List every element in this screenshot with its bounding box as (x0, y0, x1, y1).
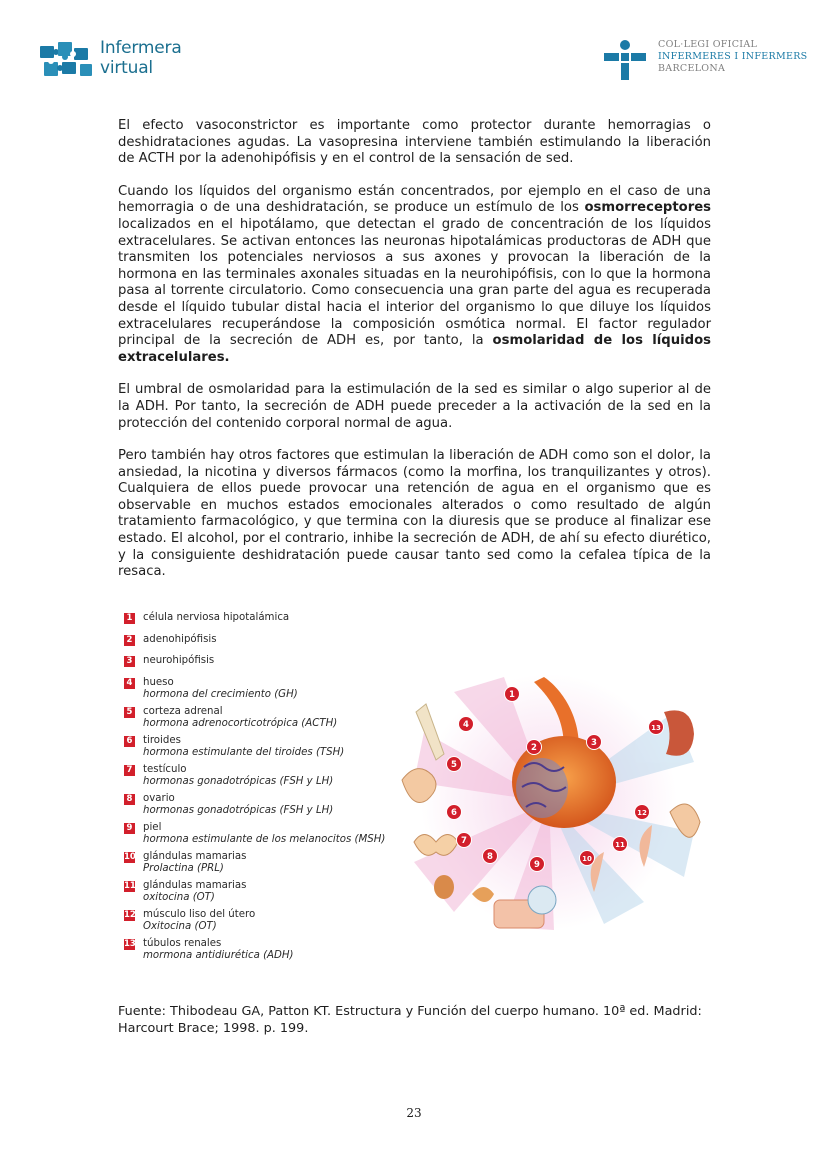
coib-line-1: COL·LEGI OFICIAL (658, 39, 758, 50)
figure-legend (124, 612, 394, 967)
legend-organ: túbulos renales (143, 937, 222, 949)
legend-text (143, 634, 217, 647)
cross-logo-icon (602, 39, 648, 81)
legend-number-badge: 11 (124, 880, 136, 891)
anterior-lobe (516, 758, 568, 818)
paragraph-3: El umbral de osmolaridad para la estimulación de la sed es similar o algo superior al de la ADH. Por tanto, la secreción de ADH puede preceder a la activación de la sed en la protección del contenido corporal normal de agua. (118, 382, 711, 431)
legend-hormone: Oxitocina (OT) (143, 921, 217, 932)
legend-number-badge: 8 (124, 794, 135, 805)
legend-hormone: hormona adrenocorticotrópica (ACTH) (143, 718, 338, 729)
legend-organ: tiroides (143, 734, 181, 746)
paragraph-2 (118, 184, 711, 367)
legend-organ: glándulas mamarias (143, 879, 247, 891)
legend-text (143, 677, 298, 702)
legend-item (124, 938, 394, 963)
legend-number-badge: 2 (124, 635, 135, 646)
legend-number-badge: 13 (124, 938, 136, 949)
legend-item (124, 764, 394, 789)
legend-hormone: hormona estimulante del tiroides (TSH) (143, 747, 345, 758)
legend-text (143, 612, 289, 625)
legend-item (124, 793, 394, 818)
marker-label: 13 (651, 724, 661, 732)
marker-label: 11 (615, 841, 625, 849)
legend-item (124, 735, 394, 760)
logo-line-2: virtual (100, 58, 153, 78)
paragraph-4: Pero también hay otros factores que estimulan la liberación de ADH como son el dolor, la ansiedad, la nicotina y diversos fármacos (como la morfina, los tranquilizantes y otros). Cualquiera de ellos puede provocar una retención de agua en el organismo que es observable en muchos estados emocionales alterados o como resultado de algún tratamiento farmacológico, y que termina con la diuresis que se produce al finalizar ese estado. El alcohol, por el contrario, inhibe la secreción de ADH, de ahí su efecto diurético, y la consiguiente deshidratación puede causar tanto sed como la cefalea típica de la resaca. (118, 448, 711, 580)
legend-hormone: hormona estimulante de los melanocitos (MSH) (143, 834, 386, 845)
paragraph-1: El efecto vasoconstrictor es importante como protector durante hemorragias o deshidrataciones agudas. La vasopresina interviene también estimulando la liberación de ACTH por la adenohipófisis y en el control de la sensación de sed. (118, 118, 711, 167)
legend-item (124, 822, 394, 847)
legend-organ: célula nerviosa hipotalámica (143, 612, 290, 623)
legend-organ: neurohipófisis (143, 655, 215, 666)
legend-item (124, 655, 394, 668)
legend-text (143, 851, 246, 876)
page-header (0, 0, 828, 100)
testis-shape (434, 875, 454, 899)
pituitary-illustration (394, 672, 704, 932)
legend-text (143, 880, 246, 905)
p2-bold-osmolarity: osmolaridad de los líquidos extracelulares. (118, 333, 712, 365)
legend-text (143, 706, 337, 731)
legend-number-badge: 7 (124, 765, 135, 776)
legend-number-badge: 12 (124, 909, 136, 920)
legend-organ: corteza adrenal (143, 705, 223, 717)
marker-label: 12 (637, 809, 647, 817)
legend-organ: testículo (143, 763, 187, 775)
legend-organ: piel (143, 821, 162, 833)
legend-number-badge: 5 (124, 707, 135, 718)
legend-item (124, 677, 394, 702)
p2-text-a: Cuando los líquidos del organismo están concentrados, por ejemplo en el caso de una hemorragia o de una deshidratación, se produce un estímulo de los (118, 183, 711, 216)
legend-number-badge: 6 (124, 736, 135, 747)
puzzle-logo-icon (38, 40, 96, 80)
legend-organ: músculo liso del útero (143, 908, 256, 920)
legend-organ: ovario (143, 792, 175, 804)
legend-item (124, 706, 394, 731)
hormone-figure (118, 612, 718, 992)
p2-bold-osmoreceptors: osmorreceptores (584, 200, 711, 216)
legend-item (124, 612, 394, 625)
marker-label: 1 (509, 690, 515, 700)
legend-number-badge: 4 (124, 678, 135, 689)
legend-organ: adenohipófisis (143, 633, 217, 645)
coib-logo[interactable] (602, 38, 808, 82)
legend-organ: glándulas mamarias (143, 850, 247, 862)
legend-item (124, 634, 394, 647)
legend-number-badge: 3 (124, 656, 135, 667)
legend-hormone: hormonas gonadotrópicas (FSH y LH) (143, 805, 334, 816)
legend-hormone: mormona antidiurética (ADH) (143, 950, 294, 961)
legend-item (124, 880, 394, 905)
page-number: 23 (406, 1106, 422, 1120)
legend-text (143, 764, 333, 789)
legend-hormone: hormonas gonadotrópicas (FSH y LH) (143, 776, 334, 787)
marker-label: 4 (463, 720, 469, 730)
legend-text (143, 793, 333, 818)
mother-figure (528, 886, 556, 914)
legend-text (143, 938, 294, 963)
marker-label: 6 (451, 808, 457, 818)
legend-hormone: hormona del crecimiento (GH) (143, 689, 298, 700)
legend-text (143, 735, 344, 760)
legend-number-badge: 9 (124, 823, 135, 834)
marker-label: 7 (461, 836, 467, 846)
legend-hormone: oxitocina (OT) (143, 892, 215, 903)
source-citation: Fuente: Thibodeau GA, Patton KT. Estructura y Función del cuerpo humano. 10ª ed. Madrid: Harcourt Brace; 1998. p. 199. (118, 1004, 702, 1036)
coib-line-3: BARCELONA (658, 63, 726, 74)
legend-text (143, 822, 385, 847)
infermera-virtual-logo[interactable] (38, 38, 198, 84)
legend-text (143, 909, 255, 934)
marker-label: 3 (591, 738, 597, 748)
legend-hormone: Prolactina (PRL) (143, 863, 224, 874)
body-text (118, 118, 711, 597)
legend-number-badge: 10 (124, 851, 136, 862)
marker-label: 5 (451, 760, 457, 770)
legend-item (124, 851, 394, 876)
p2-text-c: localizados en el hipotálamo, que detectan el grado de concentración de los líquidos extracelulares. Se activan entonces las neuronas hipotalámicas productoras de ADH que transmiten los potenciales nerviosos a sus axones y provocan la liberación de la hormona en las terminales axonales situadas en la neurohipófisis, con lo que la hormona pasa al torrente circulatorio. Como consecuencia una gran parte del agua es recuperada desde el líquido tubular distal hacia el interior del organismo lo que diluye los líquidos extracelulares recuperándose la composición osmótica normal. El factor regulador principal de la secreción de ADH es, por tanto, la (118, 216, 711, 349)
marker-label: 9 (534, 860, 540, 870)
marker-label: 10 (582, 855, 592, 863)
coib-line-2: INFERMERES I INFERMERS (658, 51, 808, 62)
legend-number-badge: 1 (124, 613, 135, 624)
legend-organ: hueso (143, 676, 174, 688)
legend-text (143, 655, 214, 668)
legend-item (124, 909, 394, 934)
marker-label: 2 (531, 743, 537, 753)
marker-label: 8 (487, 852, 493, 862)
logo-line-1: Infermera (100, 38, 182, 58)
